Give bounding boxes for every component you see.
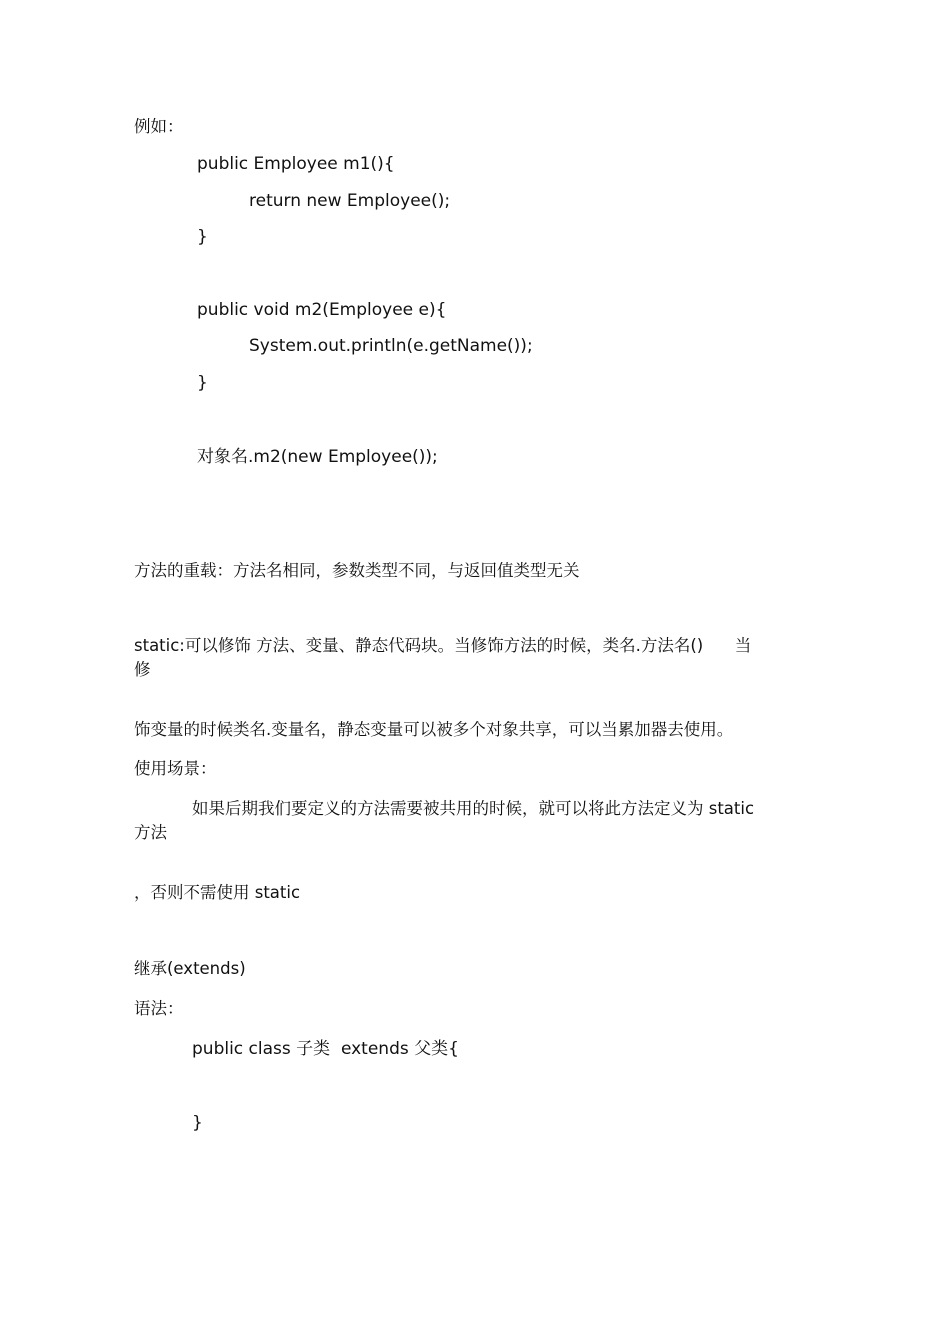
usage-paragraph-line-3: ，否则不需使用 static xyxy=(134,883,301,902)
code-line-m2-close: } xyxy=(197,373,208,393)
code-line-m1-return: return new Employee(); xyxy=(249,191,451,211)
code-line-call: 对象名.m2(new Employee()); xyxy=(197,447,438,467)
syntax-label: 语法： xyxy=(134,999,184,1018)
example-label: 例如： xyxy=(134,117,184,136)
usage-paragraph-line-2: 方法 xyxy=(134,823,167,842)
static-paragraph-line-3: 饰变量的时候类名.变量名，静态变量可以被多个对象共享，可以当累加器去使用。 xyxy=(134,720,734,739)
code-line-class-declaration: public class 子类 extends 父类{ xyxy=(192,1039,459,1059)
usage-paragraph-line-1: 如果后期我们要定义的方法需要被共用的时候，就可以将此方法定义为 static xyxy=(192,799,755,818)
code-line-m1-close: } xyxy=(197,227,208,247)
code-line-m2-println: System.out.println(e.getName()); xyxy=(249,336,533,356)
overload-paragraph: 方法的重载：方法名相同，参数类型不同，与返回值类型无关 xyxy=(134,561,580,580)
inheritance-heading: 继承(extends) xyxy=(134,959,246,978)
code-line-class-close: } xyxy=(192,1113,203,1133)
static-paragraph-line-2: 修 xyxy=(134,660,151,679)
code-line-m2-signature: public void m2(Employee e){ xyxy=(197,300,447,320)
code-line-m1-signature: public Employee m1(){ xyxy=(197,154,395,174)
usage-label: 使用场景： xyxy=(134,759,217,778)
static-paragraph-line-1: static:可以修饰 方法、变量、静态代码块。当修饰方法的时候，类名.方法名() 当 xyxy=(134,636,752,655)
